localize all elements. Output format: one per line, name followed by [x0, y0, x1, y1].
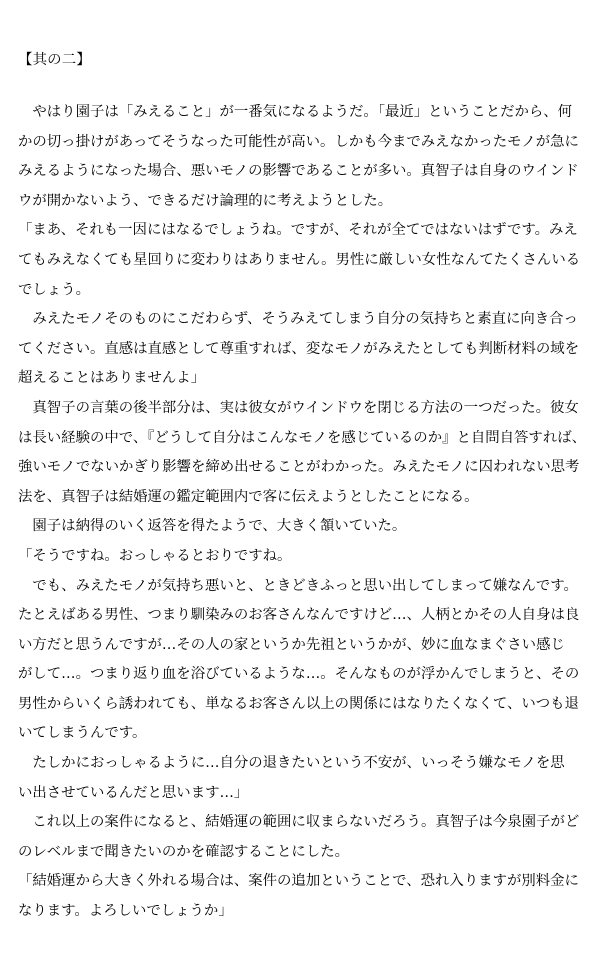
text-line: 園子は納得のいく返答を得たようで、大きく頷いていた。 [18, 518, 407, 535]
text-line: かの切っ掛けがあってそうなった可能性が高い。しかも今までみえなかったモノが急に [18, 133, 579, 150]
text-line: 法を、真智子は結婚運の鑑定範囲内で客に伝えようとしたことになる。 [18, 488, 479, 505]
text-line: やはり園子は「みえること」が一番気になるようだ。「最近」ということだから、何 [18, 104, 573, 120]
text-line: 男性からいくら誘われても、単なるお客さん以上の関係にはなりたくなくて、いつも退 [18, 695, 579, 712]
text-line: なります。よろしいでしょうか」 [18, 903, 233, 920]
text-line: がして…。つまり返り血を浴びているような…。そんなものが浮かんでしまうと、その [18, 666, 580, 683]
text-line: たしかにおっしゃるように…自分の退きたいという不安が、いっそう嫌なモノを思 [18, 755, 565, 772]
text-line: い方だと思うんですが…その人の家というか先祖というかが、妙に血なまぐさい感じ [18, 636, 565, 653]
text-line: 「まあ、それも一因にはなるでしょうね。ですが、それが全てではないはずです。みえ [18, 222, 578, 239]
section-heading: 【其の二】 [18, 52, 91, 68]
text-line: でしょう。 [18, 281, 90, 298]
text-line: みえるようになった場合、悪いモノの影響であることが多い。真智子は自身のウインド [18, 163, 579, 180]
text-line: 真智子の言葉の後半部分は、実は彼女がウインドウを閉じる方法の一つだった。彼女 [18, 399, 579, 416]
text-line: 「結婚運から大きく外れる場合は、案件の追加ということで、恐れ入りますが別料金に [18, 873, 579, 890]
text-line: 強いモノでないかぎり影響を締め出せることがわかった。みえたモノに囚われない思考 [18, 459, 580, 476]
text-line: てください。直感は直感として尊重すれば、変なモノがみえたとしても判断材料の域を [18, 340, 580, 357]
text-line: のレベルまで聞きたいのかを確認することにした。 [18, 843, 349, 860]
text-line: い出させているんだと思います…」 [18, 784, 249, 801]
text-line: てもみえなくても星回りに変わりはありません。男性に厳しい女性なんてたくさんいる [18, 251, 581, 268]
text-line: でも、みえたモノが気持ち悪いと、ときどきふっと思い出してしまって嫌なんです。 [18, 577, 578, 594]
text-line: 「そうですね。おっしゃるとおりですね。 [18, 547, 292, 564]
text-line: は長い経験の中で、『どうして自分はこんなモノを感じているのか』と自問自答すれば、 [18, 429, 586, 446]
text-line: これ以上の案件になると、結婚運の範囲に収まらないだろう。真智子は今泉園子がど [18, 814, 580, 831]
text-line: たとえばある男性、つまり馴染みのお客さんなんですけど…、人柄とかその人自身は良 [18, 607, 580, 624]
body-text [18, 98, 594, 927]
text-line: 超えることはありませんよ」 [18, 370, 206, 387]
text-line: ウが開かないよう、できるだけ論理的に考えようとした。 [18, 192, 393, 209]
text-line: みえたモノそのものにこだわらず、そうみえてしまう自分の気持ちと素直に向き合っ [18, 311, 578, 328]
text-line: いてしまうんです。 [18, 725, 147, 742]
